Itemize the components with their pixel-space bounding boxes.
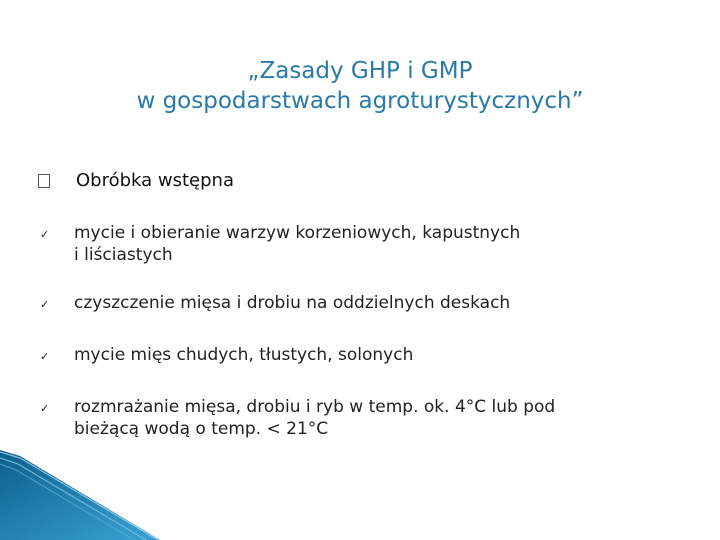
list-item-text: czyszczenie mięsa i drobiu na oddzielnych deskach (74, 293, 511, 313)
checkmark-icon: ✓ (40, 228, 50, 241)
section-heading-text: Obróbka wstępna (76, 170, 234, 191)
list-item-text: mycie i obieranie warzyw korzeniowych, kapustnych (74, 223, 521, 243)
list-item-text: rozmrażanie mięsa, drobiu i ryb w temp. ok. 4°C lub pod (74, 397, 556, 417)
square-bullet-icon (38, 174, 50, 188)
list-item (36, 292, 676, 316)
checkmark-icon: ✓ (40, 298, 50, 311)
checkmark-icon: ✓ (40, 350, 50, 363)
list-item (36, 222, 676, 266)
list-item-text: i liściastych (74, 245, 173, 265)
corner-decoration (0, 450, 160, 540)
checkmark-icon: ✓ (40, 402, 50, 415)
section-heading (36, 170, 676, 191)
list-item (36, 344, 676, 368)
list-item-text: bieżącą wodą o temp. < 21°C (74, 419, 329, 439)
slide-title-line-2: w gospodarstwach agroturystycznych” (136, 88, 584, 114)
list-item-text: mycie mięs chudych, tłustych, solonych (74, 345, 414, 365)
list-item (36, 396, 676, 440)
slide-title (0, 56, 720, 116)
slide-title-line-1: „Zasady GHP i GMP (247, 58, 473, 84)
